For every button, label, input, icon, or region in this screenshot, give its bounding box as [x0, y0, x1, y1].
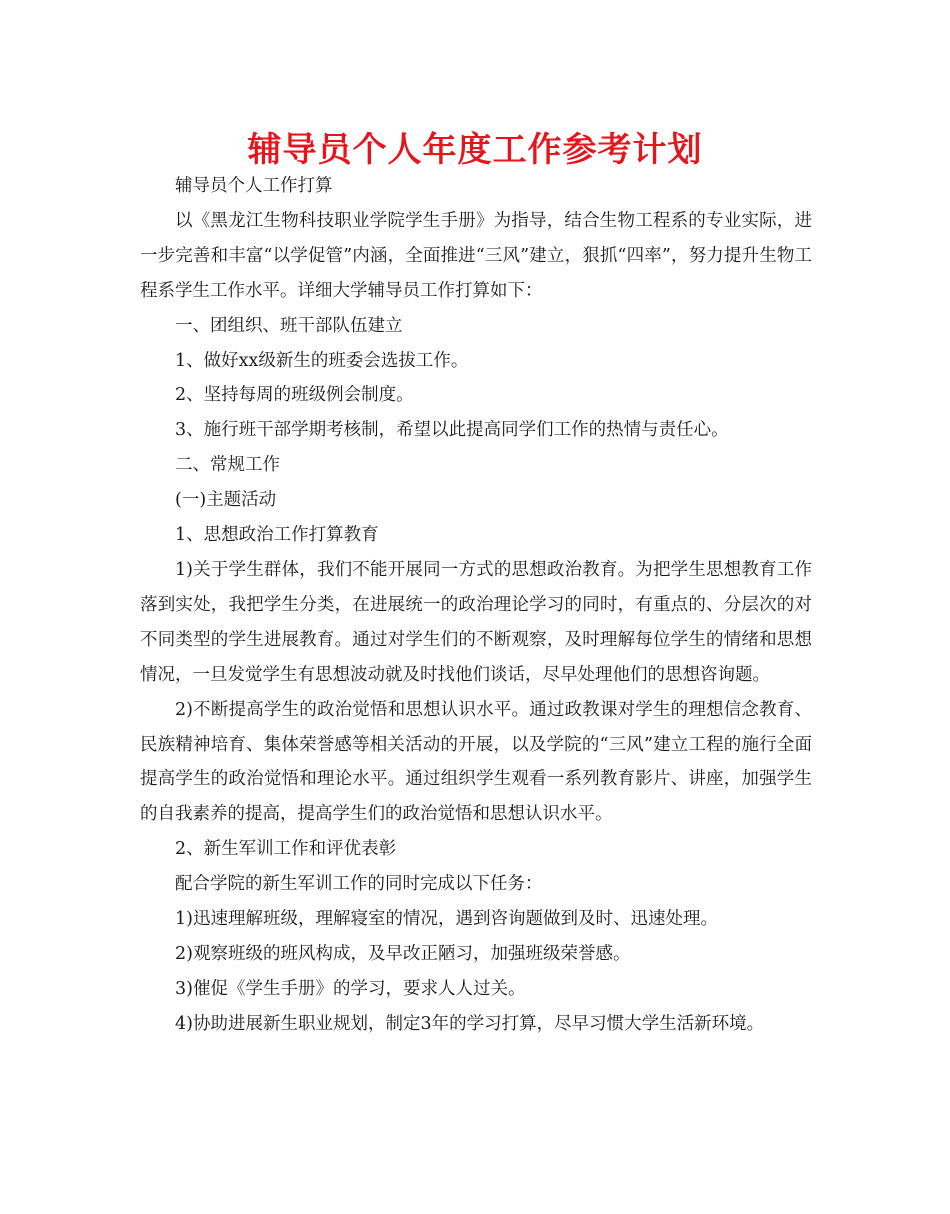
subsection-heading: 2、新生军训工作和评优表彰 [175, 839, 397, 860]
subsection-heading: 1、思想政治工作打算教育 [175, 525, 379, 546]
paragraph: 2、坚持每周的班级例会制度。 [175, 385, 414, 406]
section-heading: 二、常规工作 [175, 455, 280, 476]
paragraph: 以《黑龙江生物科技职业学院学生手册》为指导，结合生物工程系的专业实际，进一步完善和丰富“以学促管”内涵，全面推进“三风”建立，狠抓“四率”，努力提升生物工程系学生工作水平。详细大学辅导员工作打算如下： [140, 210, 812, 301]
subsection-heading: (一)主题活动 [175, 490, 277, 511]
paragraph: 配合学院的新生军训工作的同时完成以下任务： [175, 874, 543, 895]
paragraph: 4)协助进展新生职业规划，制定3年的学习打算，尽早习惯大学生活新环境。 [175, 1013, 765, 1034]
document-title: 辅导员个人年度工作参考计划 [247, 130, 703, 170]
paragraph: 1)迅速理解班级，理解寝室的情况，遇到咨询题做到及时、迅速处理。 [175, 909, 718, 930]
paragraph: 2)不断提高学生的政治觉悟和思想认识水平。通过政教课对学生的理想信念教育、民族精神培育、集体荣誉感等相关活动的开展，以及学院的“三风”建立工程的施行全面提高学生的政治觉悟和理论水平。通过组织学生观看一系列教育影片、讲座，加强学生的自我素养的提高，提高学生们的政治觉悟和思想认识水平。 [140, 699, 812, 825]
paragraph: 2)观察班级的班风构成，及早改正陋习，加强班级荣誉感。 [175, 943, 631, 964]
document-body [140, 169, 812, 1042]
paragraph: 辅导员个人工作打算 [175, 176, 333, 196]
paragraph: 3、施行班干部学期考核制，希望以此提高同学们工作的热情与责任心。 [175, 420, 729, 441]
paragraph: 3)催促《学生手册》的学习，要求人人过关。 [175, 978, 526, 999]
paragraph: 1)关于学生群体，我们不能开展同一方式的思想政治教育。为把学生思想教育工作落到实处，我把学生分类，在进展统一的政治理论学习的同时，有重点的、分层次的对不同类型的学生进展教育。通过对学生们的不断观察，及时理解每位学生的情绪和思想情况，一旦发觉学生有思想波动就及时找他们谈话，尽早处理他们的思想咨询题。 [140, 559, 812, 685]
paragraph: 1、做好xx级新生的班委会选拔工作。 [175, 350, 469, 371]
section-heading: 一、团组织、班干部队伍建立 [175, 315, 403, 336]
